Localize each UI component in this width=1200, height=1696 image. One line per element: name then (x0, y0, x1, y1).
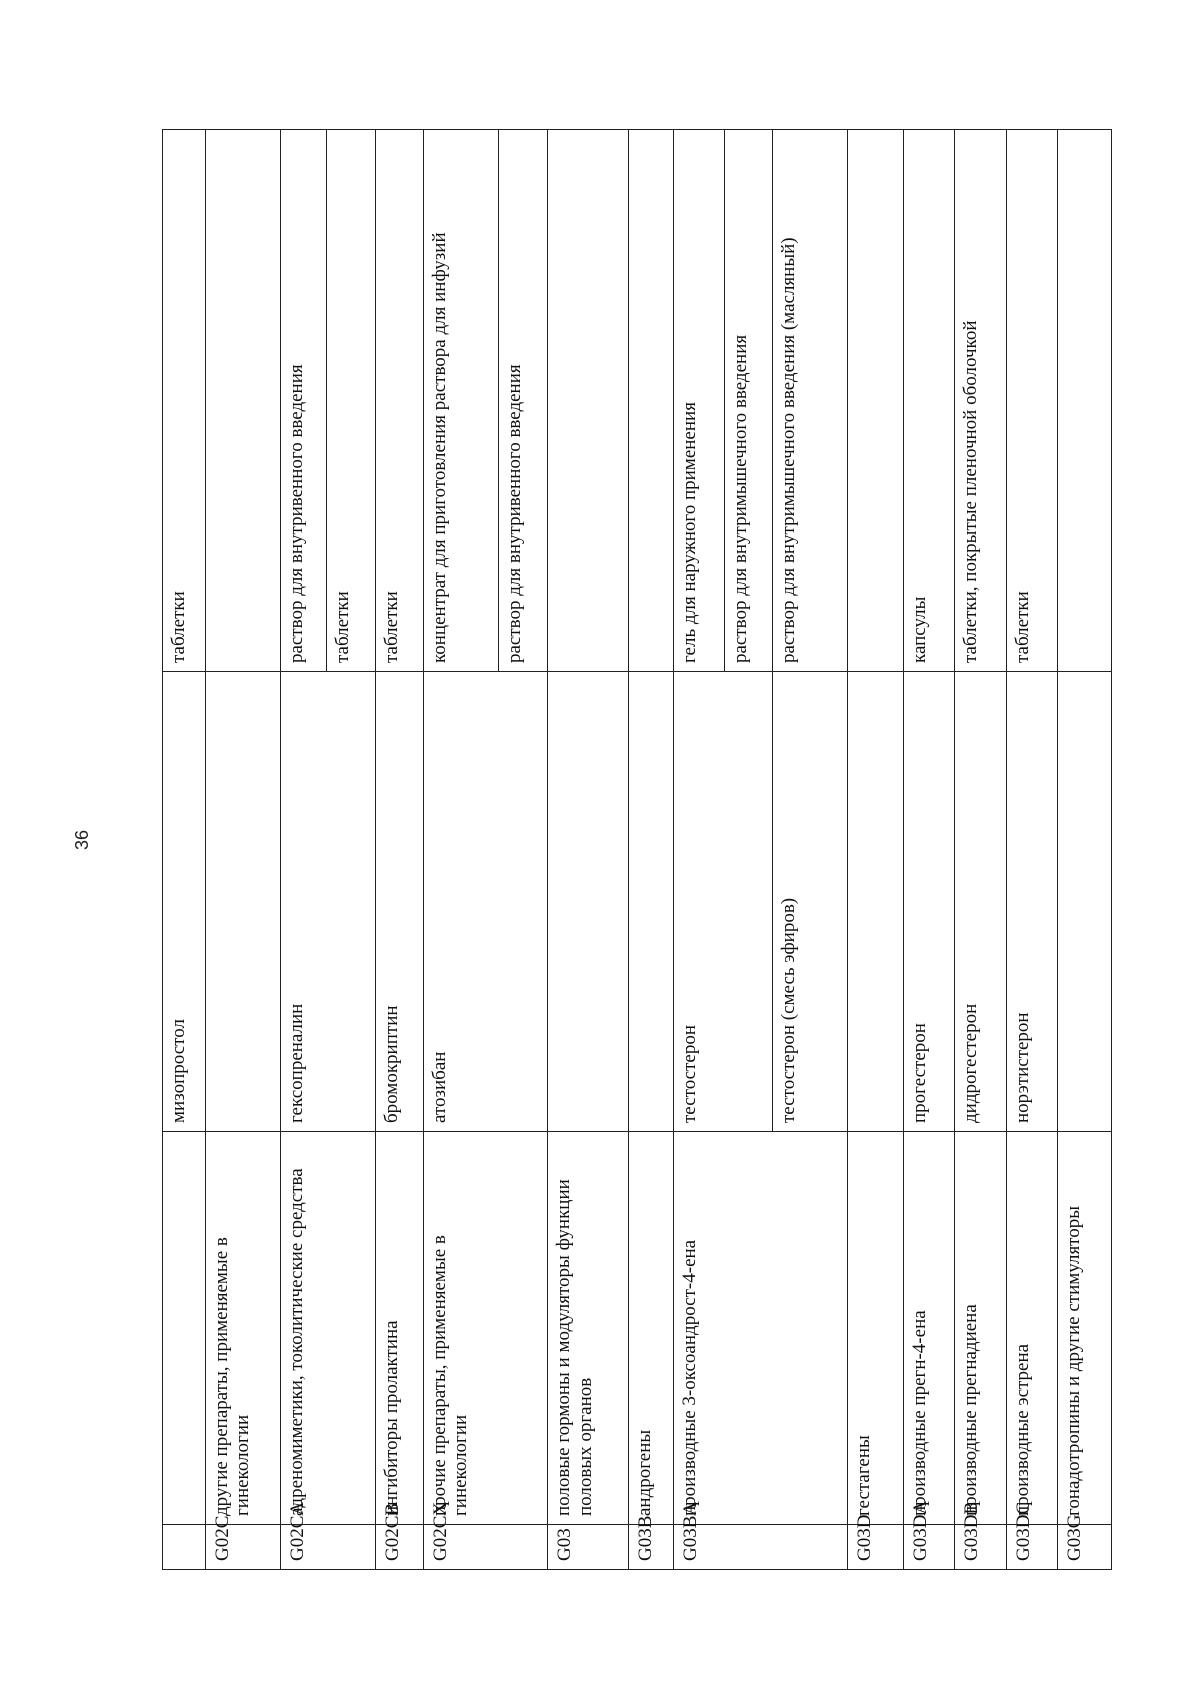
atc-code: G03G (1058, 1525, 1112, 1570)
rotated-table-wrapper (162, 130, 1112, 1570)
group-name (163, 1132, 206, 1525)
drug-name (1058, 672, 1112, 1132)
atc-code: G03DC (1006, 1525, 1058, 1570)
table-row (205, 130, 280, 1570)
atc-code: G03BA (673, 1525, 847, 1570)
dosage-form (548, 130, 629, 672)
dosage-form: раствор для внутривенного введения (281, 130, 327, 672)
drug-name: мизопростол (163, 672, 206, 1132)
table-row (1058, 130, 1112, 1570)
dosage-form: концентрат для приготовления раствора для инфузий (423, 130, 498, 672)
dosage-form: раствор для внутримышечного введения (725, 130, 772, 672)
dosage-form: таблетки (327, 130, 375, 672)
dosage-form: раствор для внутримышечного введения (масляный) (772, 130, 847, 672)
drug-name (847, 672, 903, 1132)
dosage-form (1058, 130, 1112, 672)
drug-name: норэтистерон (1006, 672, 1058, 1132)
atc-code: G02CB (375, 1525, 423, 1570)
dosage-form: таблетки (163, 130, 206, 672)
dosage-form: таблетки (1006, 130, 1058, 672)
table-row (847, 130, 903, 1570)
dosage-form (847, 130, 903, 672)
group-name: гестагены (847, 1132, 903, 1525)
atc-code: G03DA (903, 1525, 955, 1570)
atc-code: G03D (847, 1525, 903, 1570)
atc-code: G03 (548, 1525, 629, 1570)
dosage-form: раствор для внутривенного введения (498, 130, 547, 672)
drug-name: тестостерон (673, 672, 772, 1132)
atc-code: G02CA (281, 1525, 375, 1570)
table-row (281, 130, 327, 1570)
drug-name: тестостерон (смесь эфиров) (772, 672, 847, 1132)
dosage-form: гель для наружного применения (673, 130, 725, 672)
table-row (955, 130, 1007, 1570)
drug-name: атозибан (423, 672, 548, 1132)
group-name: производные прегн-4-ена (903, 1132, 955, 1525)
dosage-form (205, 130, 280, 672)
page-number: 36 (72, 829, 92, 850)
table-row (628, 130, 673, 1570)
atc-code: G02CX (423, 1525, 548, 1570)
table-row (1006, 130, 1058, 1570)
atc-code: G02C (205, 1525, 280, 1570)
drug-name (628, 672, 673, 1132)
group-name: адреномиметики, токолитические средства (281, 1132, 375, 1525)
group-name: андрогены (628, 1132, 673, 1525)
drug-name: прогестерон (903, 672, 955, 1132)
table-row (163, 130, 206, 1570)
drug-name (205, 672, 280, 1132)
atc-code: G03DB (955, 1525, 1007, 1570)
table-row (375, 130, 423, 1570)
dosage-form: капсулы (903, 130, 955, 672)
table-row (673, 130, 725, 1570)
drug-name: дидрогестерон (955, 672, 1007, 1132)
table-row (548, 130, 629, 1570)
dosage-form (628, 130, 673, 672)
group-name: производные прегнадиена (955, 1132, 1007, 1525)
dosage-form: таблетки, покрытые пленочной оболочкой (955, 130, 1007, 672)
table-row (423, 130, 498, 1570)
group-name: прочие препараты, применяемые в гинекологии (423, 1132, 548, 1525)
group-name: гонадотропины и другие стимуляторы (1058, 1132, 1112, 1525)
table-row (903, 130, 955, 1570)
drug-name: гексопреналин (281, 672, 375, 1132)
drug-name: бромокриптин (375, 672, 423, 1132)
drug-name (548, 672, 629, 1132)
group-name: производные эстрена (1006, 1132, 1058, 1525)
atc-code (163, 1525, 206, 1570)
group-name: половые гормоны и модуляторы функции половых органов (548, 1132, 629, 1525)
dosage-form: таблетки (375, 130, 423, 672)
group-name: ингибиторы пролактина (375, 1132, 423, 1525)
medicines-table (162, 129, 1112, 1570)
group-name: другие препараты, применяемые в гинекологии (205, 1132, 280, 1525)
atc-code: G03B (628, 1525, 673, 1570)
group-name: производные 3-оксоандрост-4-ена (673, 1132, 847, 1525)
